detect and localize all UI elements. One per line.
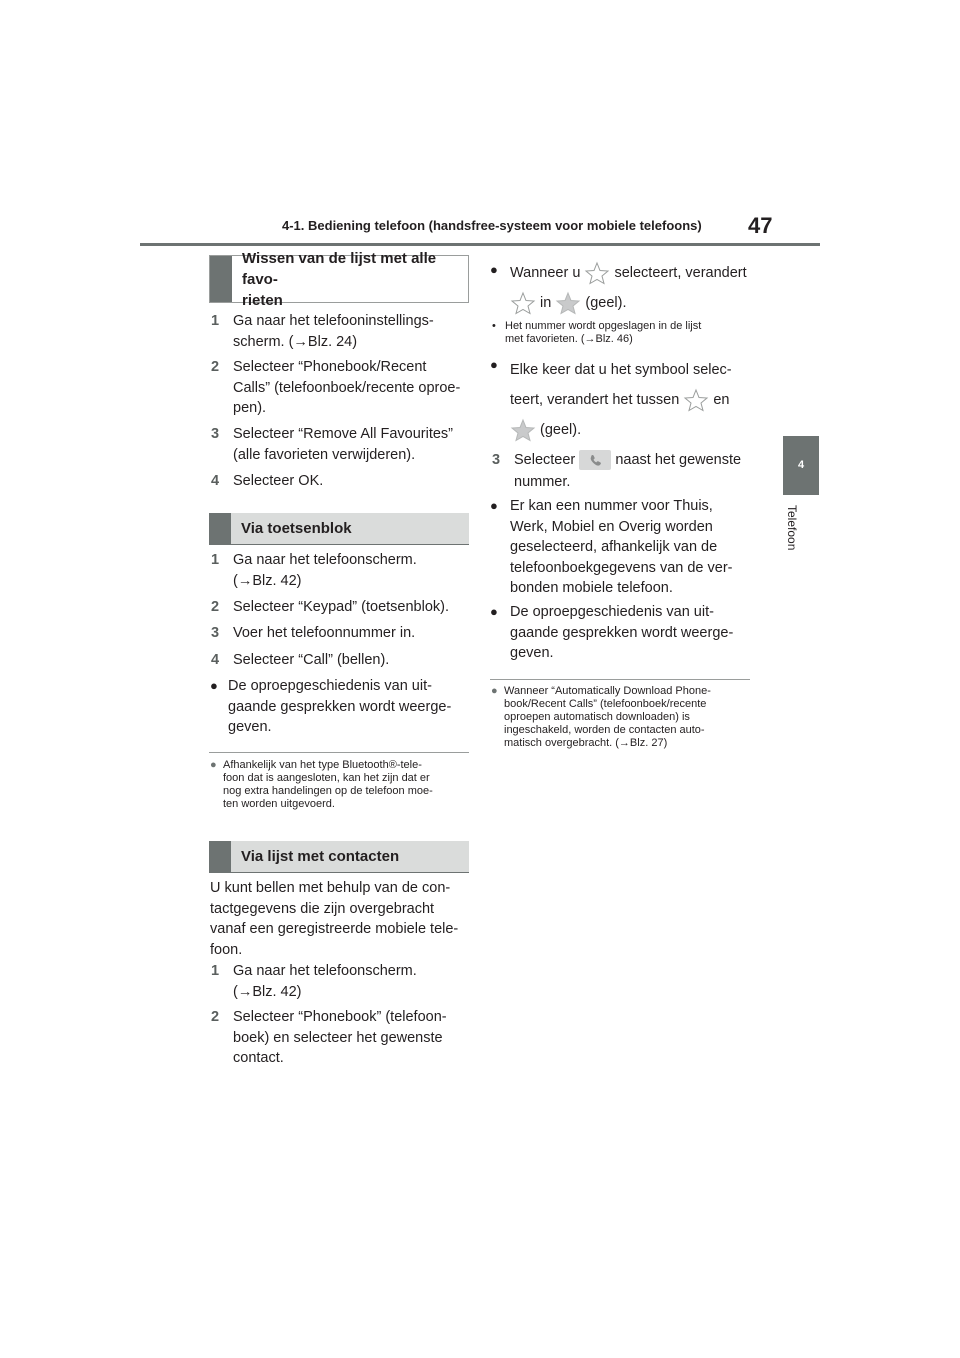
step-text: Selecteer “Call” (bellen). [233,652,390,668]
bullet-text: in [540,295,552,311]
bullet-icon: ● [490,498,498,513]
step-text: Selecteer “Phonebook” (telefoon- boek) en selecteer het gewenste contact. [233,1009,447,1066]
step-number: 2 [211,359,220,375]
sub-note-text: Het nummer wordt opgeslagen in de lijst met favorieten. (→Blz. 46) [505,320,702,345]
bullet-text: Elke keer dat u het symbool selec- [510,362,732,378]
bullet-icon: ● [490,262,498,277]
bullet-item [490,602,752,664]
step-2 [211,357,471,419]
note [210,759,472,811]
step-1 [211,550,471,591]
sub-note [492,320,752,346]
step-2 [211,597,471,618]
step-1 [211,311,471,352]
star-filled-icon [510,418,536,442]
step-text: nummer. [514,474,571,490]
heading-line: rieten [242,291,283,309]
running-header: 4-1. Bediening telefoon (handsfree-systeem voor mobiele telefoons) [282,218,702,233]
step-3 [211,424,471,465]
star-outline-icon [510,291,536,315]
step-text: Voer het telefoonnummer in. [233,625,416,641]
step-text: Selecteer “Phonebook/Recent Calls” (telefoonboek/recente oproe- pen). [233,359,461,416]
bullet-icon: ● [490,604,498,619]
step-number: 2 [211,599,220,615]
bullet-icon: ● [490,357,498,372]
step-text: Selecteer “Keypad” (toetsenblok). [233,599,449,615]
bullet-text: De oproepgeschiedenis van uit- gaande gesprekken wordt weerge- geven. [228,678,452,735]
bullet-text: (geel). [585,295,627,311]
chapter-label: Telefoon [785,505,799,551]
note-divider [209,752,469,753]
intro-paragraph: U kunt bellen met behulp van de con- tactgegevens die zijn overgebracht vanaf een geregistreerde mobiele tele- foon. [210,880,459,958]
heading-text: Via toetsenblok [241,520,352,537]
section-heading-contacts [209,841,469,873]
step-3 [211,623,471,644]
step-number: 3 [211,625,220,641]
star-outline-icon [584,261,610,285]
star-filled-icon [555,291,581,315]
heading-line: Wissen van de lijst met alle favo- [242,249,437,288]
step-number: 1 [211,313,220,329]
bullet-icon: ● [210,678,218,693]
step-number: 3 [211,426,220,442]
bullet-text: selecteert, verandert [614,265,747,281]
note [491,685,753,750]
step-text: Selecteer “Remove All Favourites” (alle favorieten verwijderen). [233,426,453,463]
section-heading-keypad [209,513,469,545]
step-text: Ga naar het telefoonscherm. (→Blz. 42) [233,963,417,1000]
star-outline-icon [683,388,709,412]
step-text: Ga naar het telefooninstellings- scherm. (→Blz. 24) [233,313,434,350]
bullet-item [210,676,472,738]
phone-icon [579,450,611,470]
bullet-star-toggle [490,258,752,318]
bullet-text: en [713,392,730,408]
step-number: 4 [211,652,220,668]
step-2 [211,1007,471,1069]
page-number: 47 [748,213,773,238]
bullet-text: teert, verandert het tussen [510,392,680,408]
step-number: 1 [211,963,220,979]
note-divider [490,679,750,680]
section-heading-remove-favourites [209,249,469,309]
step-4 [211,471,471,492]
step-3-call [492,449,754,493]
bullet-item [490,496,752,599]
bullet-text: (geel). [540,422,582,438]
step-number: 2 [211,1009,220,1025]
step-number: 4 [211,473,220,489]
step-text: Selecteer [514,452,576,468]
heading-text: Via lijst met contacten [241,848,400,865]
step-1 [211,961,471,1002]
note-bullet-icon: ● [491,685,498,697]
bullet-text: Er kan een nummer voor Thuis, Werk, Mobiel en Overig worden geselecteerd, afhankelijk van de telefoonboekgegevens van de ver- bonden mobiele telefoon. [510,498,733,596]
chapter-tab: 4 [783,436,819,495]
bullet-text: De oproepgeschiedenis van uit- gaande gesprekken wordt weerge- geven. [510,604,734,661]
step-text: naast het gewenste [615,452,742,468]
dot-icon: • [492,320,496,332]
note-text: Wanneer “Automatically Download Phone- book/Recent Calls” (telefoonboek/recente oproepen automatisch downloaden) is ingeschakeld, worden de contacten auto- matisch overgebracht. (→Blz. 27) [504,685,711,749]
step-number: 3 [492,452,501,468]
header-rule [140,243,820,246]
bullet-symbol-toggle [490,355,752,445]
bullet-text: Wanneer u [510,265,581,281]
note-text: Afhankelijk van het type Bluetooth®-tele- foon dat is aangesloten, kan het zijn dat er nog extra handelingen op de telefoon moe- ten worden uitgevoerd. [223,759,433,810]
note-bullet-icon: ● [210,759,217,771]
step-number: 1 [211,552,220,568]
step-text: Selecteer OK. [233,473,324,489]
step-4 [211,650,471,671]
step-text: Ga naar het telefoonscherm. (→Blz. 42) [233,552,417,589]
